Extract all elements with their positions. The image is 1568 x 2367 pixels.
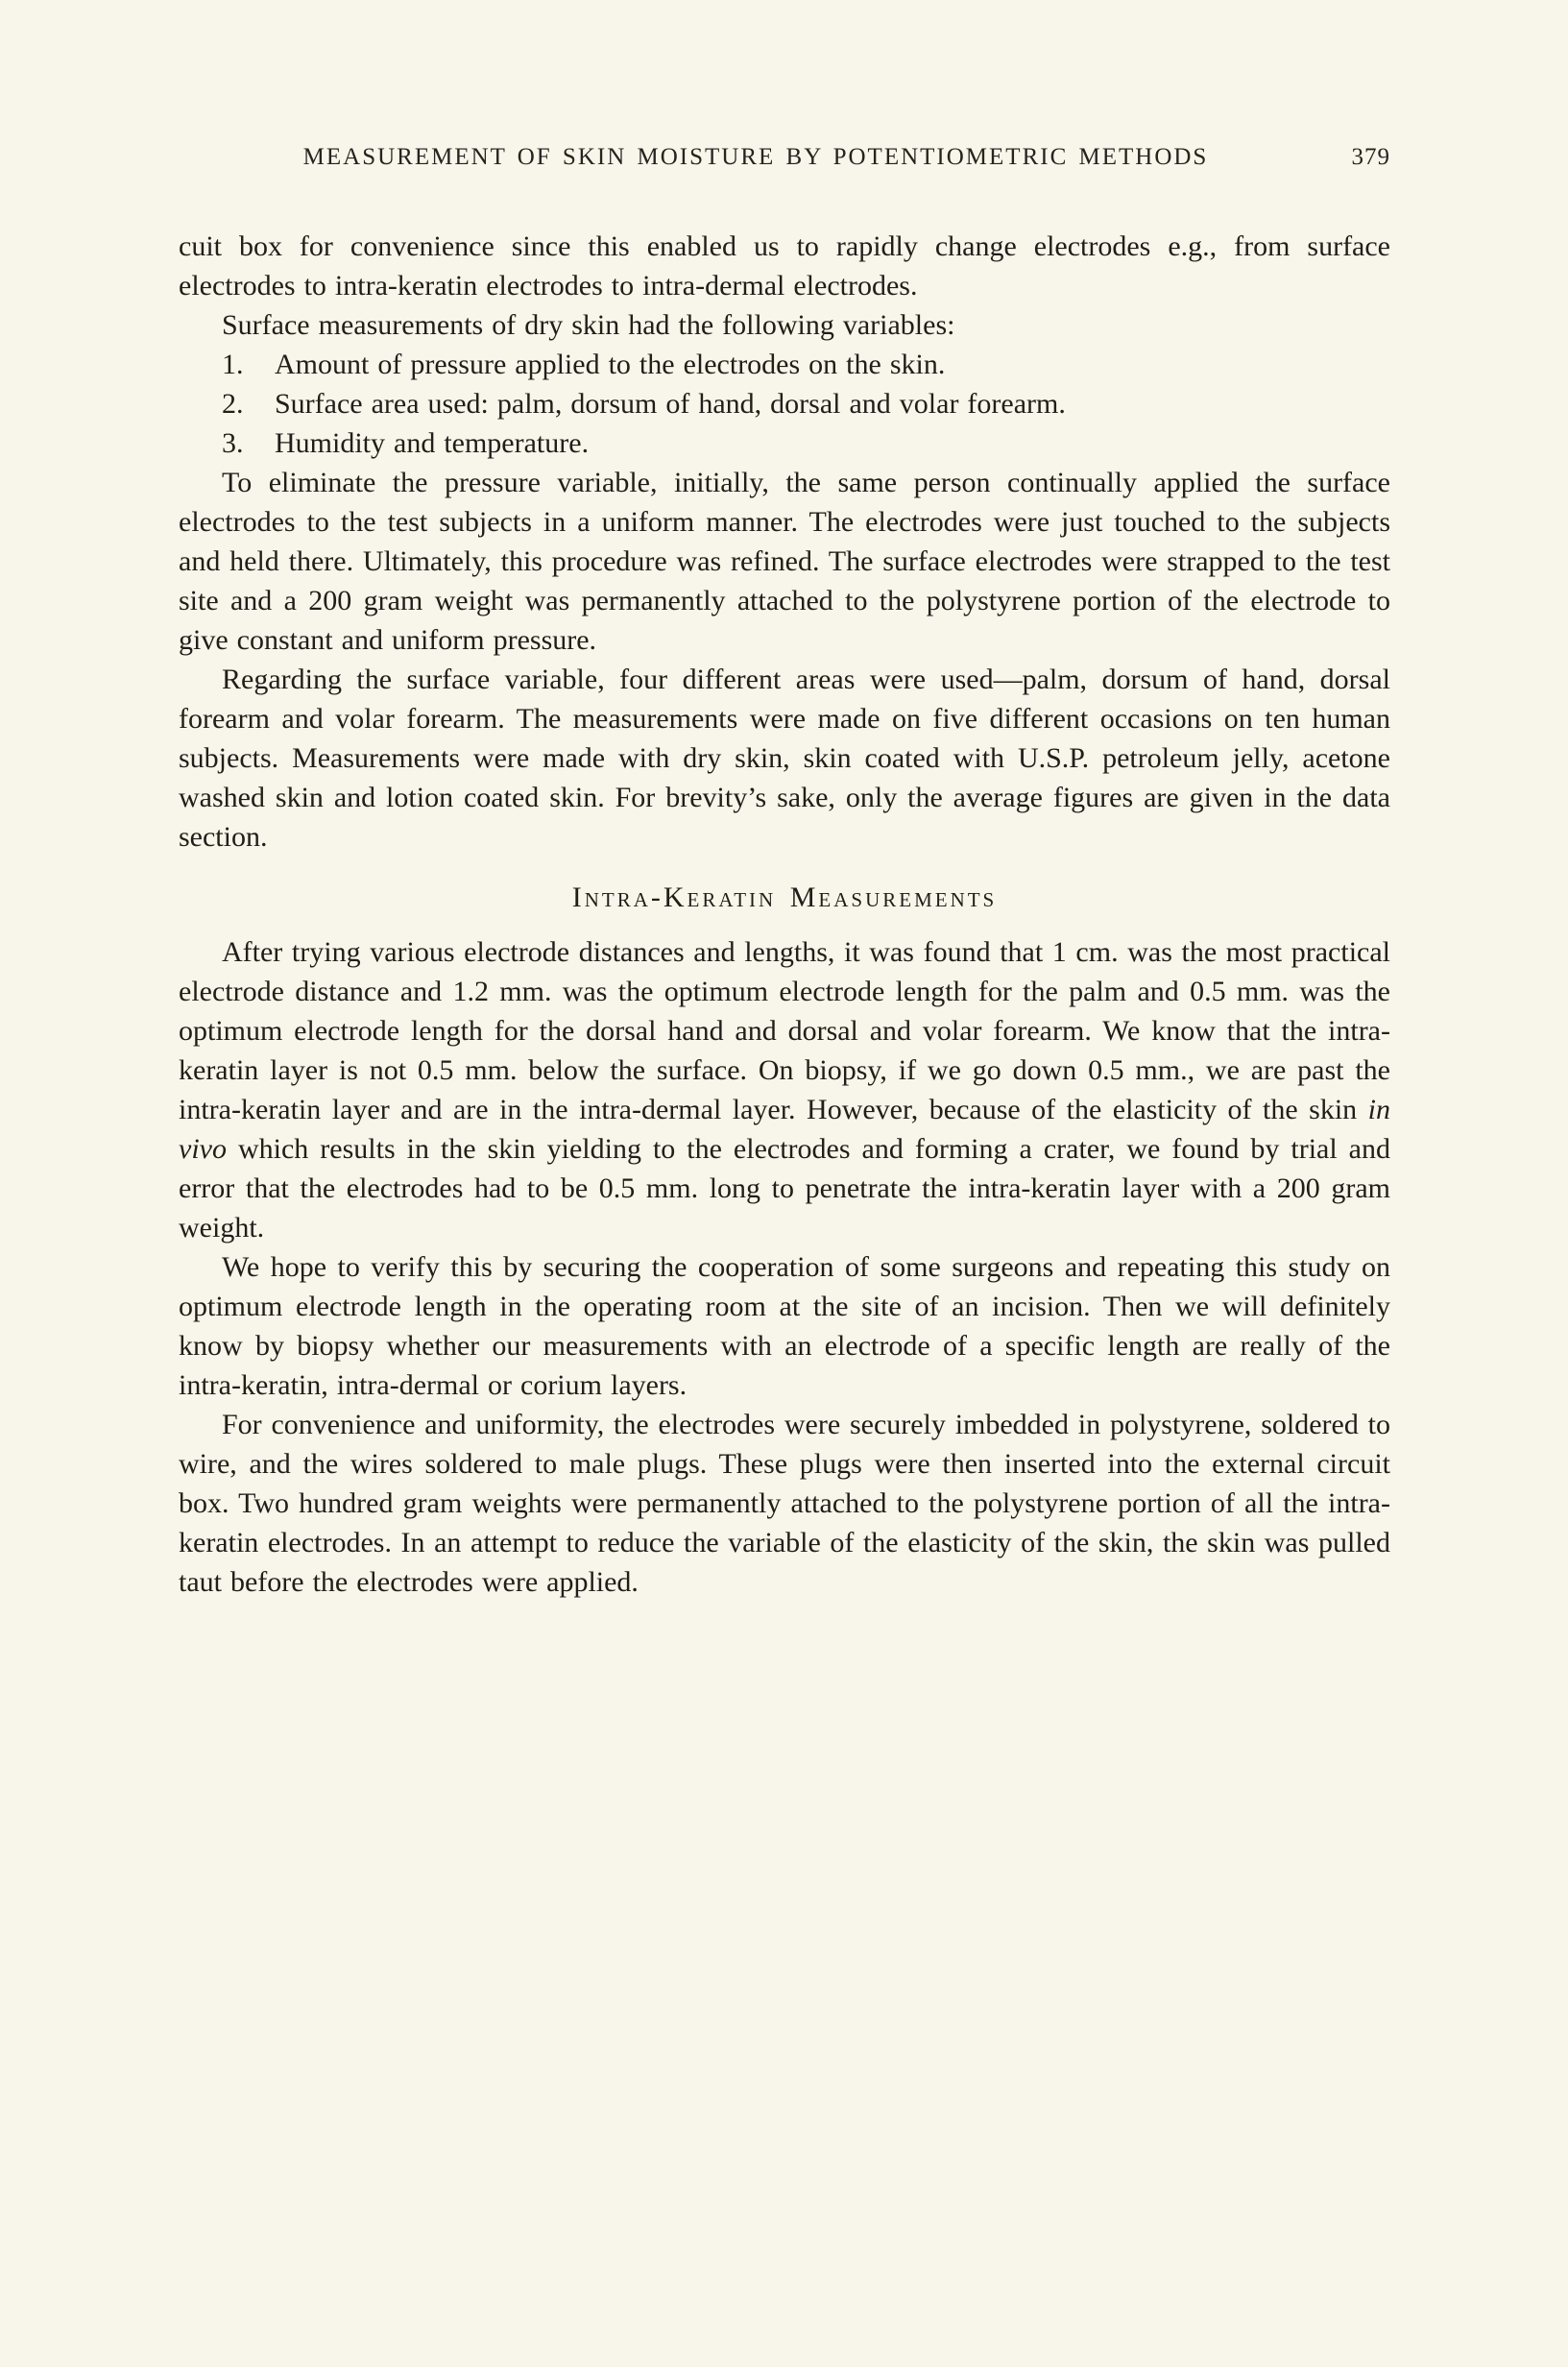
running-title: MEASUREMENT OF SKIN MOISTURE BY POTENTIOMETRIC METHODS — [302, 144, 1209, 170]
paragraph-surface-variable: Regarding the surface variable, four different areas were used—palm, dorsum of hand, dorsal forearm and volar forearm. The measurements were made on five different occasions on ten human subjects. Measurements were made with dry skin, skin coated with U.S.P. petroleum jelly, acetone washed skin and lotion coated skin. For brevity’s sake, only the average figures are given in the data section. — [179, 664, 1390, 853]
list-item-1 — [179, 345, 1390, 384]
paragraph-continuation: cuit box for convenience since this enabled us to rapidly change electrodes e.g., from surface electrodes to intra-keratin electrodes to intra-dermal electrodes. — [179, 230, 1390, 302]
paragraph-verification: We hope to verify this by securing the cooperation of some surgeons and repeating this study on optimum electrode length in the operating room at the site of an incision. Then we will definitely know by biopsy whether our measurements with an electrode of a specific length are really of the intra-keratin, intra-dermal or corium layers. — [179, 1251, 1390, 1401]
text-column — [179, 144, 1390, 1602]
italic-phrase-in-vivo: in vivo — [179, 1094, 1390, 1165]
list-item-2 — [179, 384, 1390, 423]
page-header — [179, 144, 1390, 171]
list-item-number: 1. — [222, 349, 244, 380]
paragraph-electrode-construction: For convenience and uniformity, the electrodes were securely imbedded in polystyrene, soldered to wire, and the wires soldered to male plugs. These plugs were then inserted into the external circuit box. Two hundred gram weights were permanently attached to the polystyrene portion of all the intra-keratin electrodes. In an attempt to reduce the variable of the elasticity of the skin, the skin was pulled taut before the electrodes were applied. — [179, 1409, 1390, 1598]
list-item-3 — [179, 423, 1390, 463]
page-body — [179, 227, 1390, 1602]
list-item-text: Amount of pressure applied to the electrodes on the skin. — [275, 349, 946, 380]
section-heading-intra-keratin: Intra-Keratin Measurements — [571, 882, 998, 913]
paragraph-text: After trying various electrode distances and lengths, it was found that 1 cm. was the most practical electrode distance and 1.2 mm. was the optimum electrode length for the palm and 0.5 mm. was the optimum electrode length for the dorsal hand and dorsal and volar forearm. We know that the intra-keratin layer is not 0.5 mm. below the surface. On biopsy, if we go down 0.5 mm., we are past the intra-keratin layer and are in the intra-dermal layer. However, because of the elasticity of the skin — [179, 936, 1390, 1125]
paragraph-pressure-variable: To eliminate the pressure variable, initially, the same person continually applied the surface electrodes to the test subjects in a uniform manner. The electrodes were just touched to the subjects and held there. Ultimately, this procedure was refined. The surface electrodes were strapped to the test site and a 200 gram weight was permanently attached to the polystyrene portion of the electrode to give constant and uniform pressure. — [179, 467, 1390, 656]
paragraph-surface-variables-intro: Surface measurements of dry skin had the following variables: — [222, 309, 955, 341]
list-item-text: Humidity and temperature. — [275, 427, 590, 459]
page-number: 379 — [1351, 144, 1390, 170]
list-item-number: 2. — [222, 388, 244, 420]
list-item-number: 3. — [222, 427, 244, 459]
paragraph-electrode-length — [179, 932, 1390, 1247]
paragraph-text: which results in the skin yielding to the electrodes and forming a crater, we found by trial and error that the electrodes had to be 0.5 mm. long to penetrate the intra-keratin layer with a 200 gram weight. — [179, 1133, 1390, 1244]
list-item-text: Surface area used: palm, dorsum of hand, dorsal and volar forearm. — [275, 388, 1066, 420]
